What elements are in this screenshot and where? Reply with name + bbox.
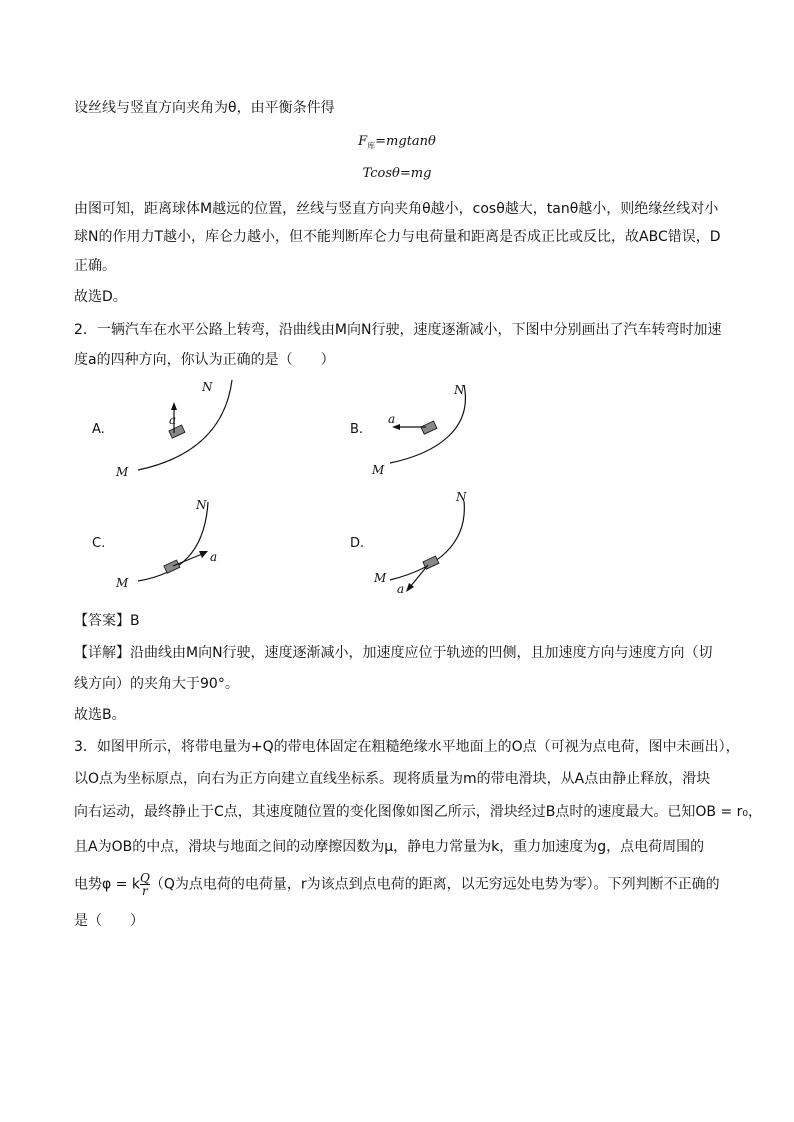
- detail-line: 【详解】沿曲线由M向N行驶，速度逐渐减小，加速度应位于轨迹的凹侧，且加速度方向与速度方向（切: [74, 645, 713, 661]
- equation-2: Tcosθ=mg: [362, 166, 432, 181]
- point-m-label: M: [374, 571, 387, 585]
- choice-line: 故选D。: [74, 289, 127, 305]
- option-a-diagram: [110, 375, 240, 485]
- car-icon: [423, 556, 439, 569]
- potential-fraction: [140, 872, 150, 897]
- option-c-label[interactable]: C.: [92, 536, 106, 551]
- choice-line: 故选B。: [74, 707, 126, 723]
- arrow-label: a: [169, 413, 177, 427]
- arrow-label: a: [210, 550, 218, 564]
- paragraph-line: 由图可知，距离球体M越远的位置，丝线与竖直方向夹角θ越小，cosθ越大，tanθ越小，则绝缘丝线对小: [74, 201, 719, 217]
- point-n-label: N: [454, 383, 465, 397]
- point-m-label: M: [372, 463, 385, 477]
- paragraph-line: 正确。: [74, 258, 116, 274]
- fraction-denominator: r: [140, 884, 150, 897]
- paragraph-line: 球N的作用力T越小，库仑力越小，但不能判断库仑力与电荷量和距离是否成正比或反比，故ABC错误，D: [74, 229, 721, 245]
- option-b-diagram: [368, 378, 498, 478]
- equation-1-rest: =mgtanθ: [375, 134, 436, 149]
- answer-line: 【答案】B: [74, 613, 140, 629]
- point-m-label: M: [116, 465, 129, 479]
- question-3-line: 且A为OB的中点，滑块与地面之间的动摩擦因数为μ，静电力常量为k，重力加速度为g，点电荷周围的: [74, 839, 705, 855]
- potential-formula-prefix: 电势φ = k: [74, 876, 140, 893]
- question-3-line: 向右运动，最终静止于C点，其速度随位置的变化图像如图乙所示，滑块经过B点时的速度最大。已知OB = r₀，: [74, 804, 763, 820]
- acceleration-arrow: [410, 565, 428, 587]
- fraction-numerator: Q: [139, 871, 150, 885]
- intro-line: 设丝线与竖直方向夹角为θ，由平衡条件得: [74, 100, 335, 116]
- trajectory-curve: [138, 380, 232, 470]
- point-n-label: N: [456, 490, 467, 504]
- question-3-line: [74, 872, 720, 897]
- option-a-label[interactable]: A.: [92, 422, 105, 437]
- point-n-label: N: [196, 498, 207, 512]
- option-c-diagram: [110, 492, 240, 592]
- question-3-line: 3．如图甲所示，将带电量为+Q的带电体固定在粗糙绝缘水平地面上的O点（可视为点电荷，图中未画出），: [74, 739, 740, 755]
- arrow-label: a: [397, 582, 405, 596]
- detail-line: 线方向）的夹角大于90°。: [74, 676, 239, 692]
- potential-formula-note: （Q为点电荷的电荷量，r为该点到点电荷的距离，以无穷远处电势为零）。下列判断不正确的: [149, 876, 720, 893]
- option-d-label[interactable]: D.: [350, 536, 365, 551]
- equation-1-sub: 库: [367, 141, 376, 151]
- question-2-stem: 度a的四种方向，你认为正确的是（ ）: [74, 352, 335, 368]
- equation-1: [0, 134, 794, 152]
- question-3-line: 以O点为坐标原点，向右为正方向建立直线坐标系。现将质量为m的带电滑块，从A点由静止释放，滑块: [74, 771, 711, 787]
- arrowhead-icon: [171, 402, 177, 410]
- question-2-stem: 2．一辆汽车在水平公路上转弯，沿曲线由M向N行驶，速度逐渐减小，下图中分别画出了汽车转弯时加速: [74, 322, 722, 338]
- equation-1-main: F: [358, 134, 368, 149]
- option-d-diagram: [368, 488, 498, 598]
- question-3-line: 是（ ）: [74, 913, 144, 929]
- acceleration-arrow: [173, 554, 202, 566]
- option-b-label[interactable]: B.: [350, 422, 364, 437]
- car-icon: [164, 560, 180, 573]
- point-m-label: M: [116, 576, 129, 590]
- arrow-label: a: [388, 412, 396, 426]
- point-n-label: N: [202, 380, 213, 394]
